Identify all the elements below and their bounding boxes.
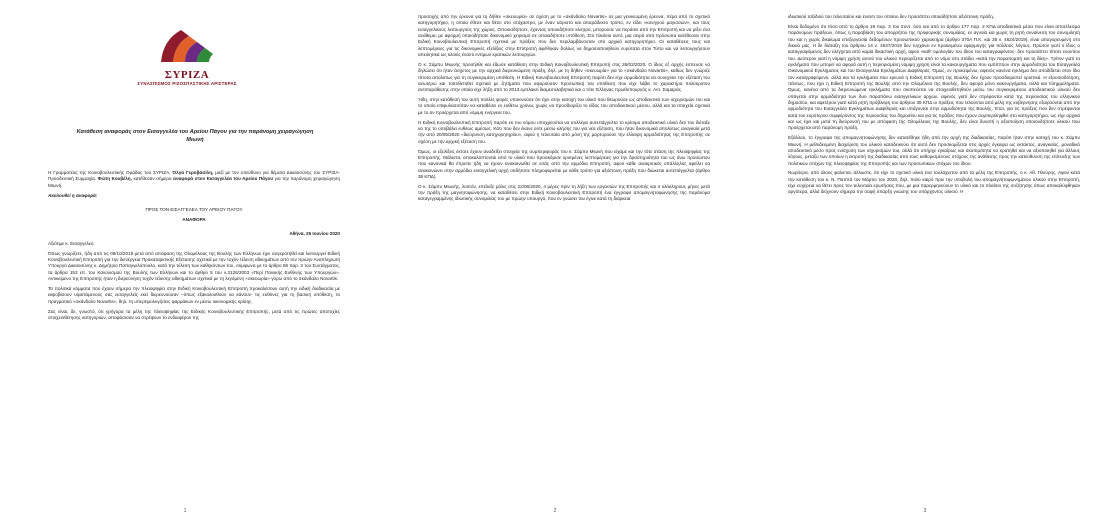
page-number: 3 [923, 508, 927, 514]
page-number: 2 [553, 508, 557, 514]
intro-text: για την παράνομη χειραγώγηση Μιωνή. [48, 176, 340, 188]
addressee: ΠΡΟΣ ΤΟΝ ΕΙΣΑΓΓΕΛΕΑ ΤΟΥ ΑΡΕΙΟΥ ΠΑΓΟΥ [145, 206, 243, 212]
page-1-text [48, 170, 340, 325]
document-title: Κατάθεση αναφοράς στον Εισαγγελέα του Αρείου Πάγου για την παράνομη χειραγώγηση Μιωνή [76, 129, 314, 143]
salutation: Αξιότιμε κ. Εισαγγελεύ, [48, 240, 95, 246]
paragraph: Ο κ. Σάμπυ Μιωνής προσήλθε και έδωσε κατάθεση στην Ειδική Κοινοβουλευτική Επιτροπή στις 26/02/2020. Ο ίδιος εξ αρχής έσπευσε να δηλώσει ότι ήταν άσχετος με την αρχικά διερευνώμενη πράξη, δηλ. με τη δήθεν «σκευωρία» για το «σκάνδαλο Novartis», καθώς δεν γνώριζε τίποτα απολύτως για τη συγκεκριμένη υπόθεση. Η Ειδική Κοινοβουλευτική Επιτροπή παρότι δεν είχε αρμοδιότητα να συνεχίσει την εξέταση του ανωτέρω και τοποθετηθεί σχετικά με ζητήματα που αφορούσαν προσωπική του υπόθεση που είχε λάβει το χαρακτήρα πολύκροτου αντιπαράθεσης στην οποία είχε λήξη από το 2013 εμπλακεί διαμεσολαβητικά και ο τότε Έλληνας πρωθυπουργός κ. Αντ. Σαμαράς. [418, 61, 710, 93]
paragraph: Νωρίτερα, από όλους φαίνεται, άλλωστε, ότι είχε το σχετικό υλικό ένα τουλάχιστον από τα μέλη της Επιτροπής, ο κ. Αθ. Πλεύρης. Αφού κατά την κατάθεση του κ. Ν. Παππά τον Μάρτιο του 2020, δηλ. πολύ καιρό πριν την υποβολή του απομαγνητοφωνημένου υλικού στην Επιτροπή, είχε ευχέρεια να θέτει προς τον τελευταίο ερωτήσεις που, με μια παρερμηνεύουν το υλικό και το πλαίσιο της συζήτησης όπως αποκαλύφθηκαν αργότερα, αλλά δείχνουν σήμερα την σαφή ύπαρξη γνώσης του υπάρχοντος υλικού. Η [788, 170, 1080, 195]
page-2 [370, 0, 740, 523]
intro-highlight: αναφορά στον Εισαγγελέα του Αρείου Πάγου [173, 176, 274, 182]
report-heading: ΑΝΑΦΟΡΑ [182, 216, 206, 222]
logo-name: ΣΥΡΙΖΑ [164, 69, 210, 81]
paragraph: Σας είναι, δε, γνωστό, ότι γρήγορα τα μέλη της πλειοψηφίας της Ειδικής Κοινοβουλευτικής Επιτροπής, μετά από τις πρώτες αποτυχίες στοιχειοθέτησης κατηγοριών, αποφάσισαν να στρέψουν το ενδιαφέρον της [48, 308, 340, 320]
paragraph: Όμως, οι εξελίξεις έκτοτε έχουν αναδείξει στοιχεία της συμπεριφοράς του κ. Σάμπυ Μιωνή που είχαμε και την τότε στάση της πλειοψηφίας της Επιτροπής. Μάλιστα, αποκαλύπτονται από το υλικό που προσκόμισε ορισμένες λεπτομέρειες για την δραστηριότητα του ως άνω προσώπου που κανονικά θα έπρεπε ήδη να έχουν ανακοινωθεί σε εσάς από την αρμόδια Επιτροπή, αφού κάθε ανακριτικός υπάλληλος οφείλει να ανακοινώνει στην αρμόδια εισαγγελική αρχή οτιδήποτε πληροφορείται με κάθε τρόπο για αξιόποινη πράξη που διώκεται αυτεπάγγελτα (άρθρο 38 ΚΠΔ). [418, 148, 710, 179]
page-3-text [788, 14, 1080, 199]
logo-flag-icon [155, 22, 219, 68]
paragraph: ιδιωτικού ταξιδιού του τελευταίου και έναντι του οποίου δεν προσάπτει οποιαδήποτε αξιόποινη πράξη. [788, 14, 995, 19]
intro-name-2: Φώτη Κουβέλη, [97, 176, 132, 182]
syriza-logo [112, 22, 262, 102]
paragraph: Είναι δεδομένο ότι τόσο από το άρθρο 19 παρ. 3 του Συντ. όσο και από το άρθρο 177 παρ. 2 ΚΠΔ αποδεικτικά μέσα που είναι αποτέλεσμα παράνομων πράξεων, όπως η παραβίαση του απορρήτου της προφορικής συνομιλίας, εν αγνοία και χωρίς τη ρητή συναίνεση του συνομιλητή του και η χωρίς δικαίωμα επεξεργασία δεδομένων προσωπικού χαρακτήρα (άρθρο 370Α Π.Κ. και 38 ν. 4624/2019), είναι απαγορευμένη στο δικαιό μας. Η δε διάταξη του άρθρου 14 ν. 4637/2019 δεν τυγχάνει εν προκειμένω εφαρμογής για πολλούς λόγους. Πρώτον γιατί ο ίδιος ο καταγραφόμενος δεν ελέγχεται από καμία δικαστική αρχή, αφού «καθ' ομολογίαν του ίδιου του καταγραφόντος- δεν προσάπτει τίποτε εναντίον του. Δεύτερον γιατί η νόμιμη χρήση αυτού του υλικού περιορίζεται από το νόμο στο στάδιο «κατά την παραπομπή και τη δίκη». Τρίτον γιατί τα εγκλήματα που μπορεί να αφορά αυτή η περιορισμένη νόμιμη χρήση είναι τα κακουργήματα που εμπίπτουν στην αρμοδιότητα του Εισαγγελέα Οικονομικού Εγκλήματος και του Εισαγγελέα Εγκλημάτων Διαφθοράς. Όμως, εν προκειμένω, αφενός κανένα έγκλημα δεν αποδίδεται στον ίδιο τον καταγραφόμενο, αλλά και τα εγκλήματα που ερευνά η Ειδική Επιτροπή της Βουλής δεν έχουν προσδιοριστεί οριστικά. Η εξουσιοδότηση, πάντως, που έχει η Ειδική Επιτροπή της Βουλής από την Ολομέλεια της Βουλής, δεν αφορά μόνο κακουργήματα, αλλά και πλημμελήματα. Όμως, κανένα από τα διερευνώμενα εγκλήματα που σκοπεύεται να στοιχειοθετηθούν μέσω του συγκεκριμένου αποδεικτικού υλικού δεν υπάγεται στην αρμοδιότητα των δυο παραπάνω εισαγγελικών αρχών, αφενός γιατί δεν στρέφονται κατά της περιουσίας του ελληνικού δημοσίου, και αφετέρου γιατί κατά ρητή πρόβλεψη του άρθρου 35 ΚΠΔ οι πράξεις που τελούνται από μέλη της κυβέρνησης εξαιρούνται από την αρμοδιότητα του Εισαγγελέα Εγκλημάτων Διαφθοράς και υπάγονται στην αρμοδιότητα της Βουλής. Έτσι, για τις πράξεις που δεν στρέφονται κατά του ευρύτερου συμφέροντος της περιουσίας του δημοσίου και για τις πράξεις που έχουν συμπεριληφθεί στο κατηγορητήριο, ως είχε αρχικά και ως έχει και μετά τη διεύρυνσή του με απόφαση της Ολομέλειας της Βουλής, δεν είναι δυνατή η αξιοποίηση οποιουδήποτε υλικού που προέρχεται από παράνομη πράξη. [788, 23, 1080, 131]
intro-text: Η Γραμματέας της Κοινοβουλευτικής Ομάδας του ΣΥΡΙΖΑ, [48, 170, 173, 175]
intro-text: μαζί με τον υπεύθυνο για θέματα Δικαιοσύνης του ΣΥΡΙΖΑ-Προοδευτική Συμμαχία, [48, 170, 340, 182]
report-date: Αθήνα, 26 Ιουνίου 2020 [289, 231, 340, 237]
paragraph: Η Ειδική Κοινοβουλευτική Επιτροπή παρότι εκ του νόμου υποχρεούται να συλλέγει αυτεπάγγελτα το κρίσιμο αποδεικτικό υλικό δεν τον διέταξε να της το υποβάλει ευθέως αμέσως. Κάτι που δεν έκανε ούτε μέσω κλήσης του για νέα εξέταση, που ήταν δικονομικά απολύτως αναγκαία μετά την από 20/05/2020 «διεύρυνση κατηγορητηρίου», αφού η τελευταία από μόνη της μαρτυρούσε την έλλειψη αρμοδιότητας της Επιτροπής σε σχέση με την αρχική εξέταση του. [418, 119, 710, 144]
intro-paragraph [48, 170, 340, 189]
paragraph: Ήδη, στην κατάθεσή του αυτή πολλές φορές υποκινούσε ότι έχει στην κατοχή του υλικό που θεωρούσε ως αποδεικτικό των ισχυρισμών του και το οποίο επιφυλασσόταν να καταθέσει εν ευθέτω χρόνω, χωρίς να προσδιορίζει το είδος του αποδεικτικού μέσου, αλλά και τα στοιχεία σχετικά με το αν προέρχεται από νόμιμη ενέργεια του. [418, 97, 710, 115]
paragraph: Εξάλλου, το έγγραφο της απομαγνητοφώνησης δεν κατατέθηκε ήδη από την αρχή της διαδικασίας, παρότι ήταν στην κατοχή του κ. Σάμπυ Μιωνή. Η μεθοδευμένη διαχείριση του υλικού καταδεικνύει ότι αυτό δεν προσκομίζεται στις αρχές έγκαιρα ως εκτακτος, αναγκαίος, μοναδικό αποδεικτικό μέσο προς ενίσχυση των ισχυρισμών του, αλλά ότι υπήρχε εγκαίρως και σκοπιμότητα να κρατηθεί και να αξιοποιηθεί για άλλους λόγους, μεταξύ των οποίων η εκτροπή της διαδικασίας από τους καθορισμένους στόχους της ανάθεσης προς την κατεύθυνση της επίτευξης των πολιτικών στόχων της πλειοψηφίας της Επιτροπής και των προσωπικών στόχων του ίδιου. [788, 135, 1080, 166]
intro-name-1: Όλγα Γεροβασίλη, [172, 170, 214, 175]
page-3 [740, 0, 1110, 523]
page-number: 1 [183, 508, 187, 514]
page-2-text [418, 14, 710, 206]
intro-text: κατέθεσαν σήμερα [131, 176, 174, 182]
page-1 [0, 0, 370, 523]
logo-subtitle: ΣΥΝΑΣΠΙΣΜΟΣ ΡΙΖΟΣΠΑΣΤΙΚΗΣ ΑΡΙΣΤΕΡΑΣ [137, 81, 237, 86]
paragraph: προσοχής από την έρευνα για τη δήθεν «σκευωρία» σε σχέση με το «σκάνδαλο Novartis» σε μια γενικευμένη έρευνα, πέρα από το σχετικό κατηγορητήριο, η οποία έθεσε και θέτει στο στόχαστρο, με έναν αόριστο και απαράδεκτο τρόπο, εν είδει «κυνηγιού μαγισσών», και τους εισαγγελικούς λειτουργούς της χώρας. Οποιοσδήποτε, έχοντας οποιοδήποτε κίνητρο, μπορούσε να περάσει από την Επιτροπή και να ρίξει ένα ανάθεμα, με αφορμή οποιοδήποτε δικονομικό χειρισμό σε οποιαδήποτε υπόθεση. Στο πλαίσιο αυτό, μια σειρά από πρόσωπα κατέθεσαν στην Ειδική Κοινοβουλευτική Επιτροπή σχετικά με πράξεις που δεν περιλαμβάνονταν στο αρχικό κατηγορητήριο. Οι καταθέσεις τους και λεπτομέρειες για τις δικονομικές εξελίξεις στην Επιτροπή αφέθηκαν δολίως να δημοσιοποιηθούν ευρύτατα στον Τύπο και να λειτουργήσουν απειλητικά ως κλοιός έναντι εντίμων κρατικών λειτουργών. [418, 14, 710, 58]
paragraph: Τα πολιτικά κόμματα που έχουν σήμερα την πλειοψηφία στην Ειδική Κοινοβουλευτική Επιτροπή προκαλέσουν αυτή την ειδική διαδικασία με εκφοβίσουν υφιστάμενους σας εισαγγελείς εκεί διερευνούσαν –όπως εξακολουθούν να κάνουν- τις ευθύνες για τη βασική υπόθεση, το πραγματικό «σκάνδαλο Novartis», δηλ. τη υπερτιμολογήσεις φαρμάκων εν μέσω οικονομικής κρίσης. [48, 285, 340, 304]
paragraph: Ο κ. Σάμπυ Μιωνής, λοιπόν, επέλεξε μόλις στις 22/06/2020, 4 μέρες πριν τη λήξη των εργασιών της Επιτροπής και 4 ολόκληρους μήνες μετά την πράξη της μαγνητοφώνησης, να καταθέσει στην Ειδική Κοινοβουλευτική Επιτροπή ένα έγγραφο απομαγνητοφώνησης της παράνομα καταγεγραμμένης ιδιωτικής συνομιλίας του με πρώην υπουργό, που εν γνώσει του έγινε κατά τη διάρκεια [418, 183, 710, 202]
follows-label: Ακολουθεί η αναφορά: [48, 192, 98, 198]
paragraph: Όπως γνωρίζετε, ήδη από τις 08/10/2019 μετά από απόφαση της Ολομέλειας της Βουλής των Ελλήνων έχει συγκροτηθεί και λειτουργεί Ειδική Κοινοβουλευτική Επιτροπή για την διενέργεια Προκαταρκτικής Εξέτασης σχετικά με την τυχόν τέλεση αδικημάτων από τον πρώην Αναπληρωτή Υπουργό Δικαιοσύνης κ. Δημήτριο Παπαγγελόπουλο, κατά την τέλεση των καθηκόντων του, σύμφωνα με το άρθρο 86 παρ. 3 του Συντάγματος, τα άρθρα 153 επ. του Κανονισμού της Βουλής των Ελλήνων και το άρθρο 5 του ν.3126/2003 «Περί Ποινικής Ευθύνης των Υπουργών». Αντικείμενο της Επιτροπής ήταν η διερεύνηση τυχόν τέλεσης αδικημάτων σχετικά με τη λεγόμενη «σκευωρία» γύρω από το σκάνδαλο Novartis. [48, 250, 340, 282]
